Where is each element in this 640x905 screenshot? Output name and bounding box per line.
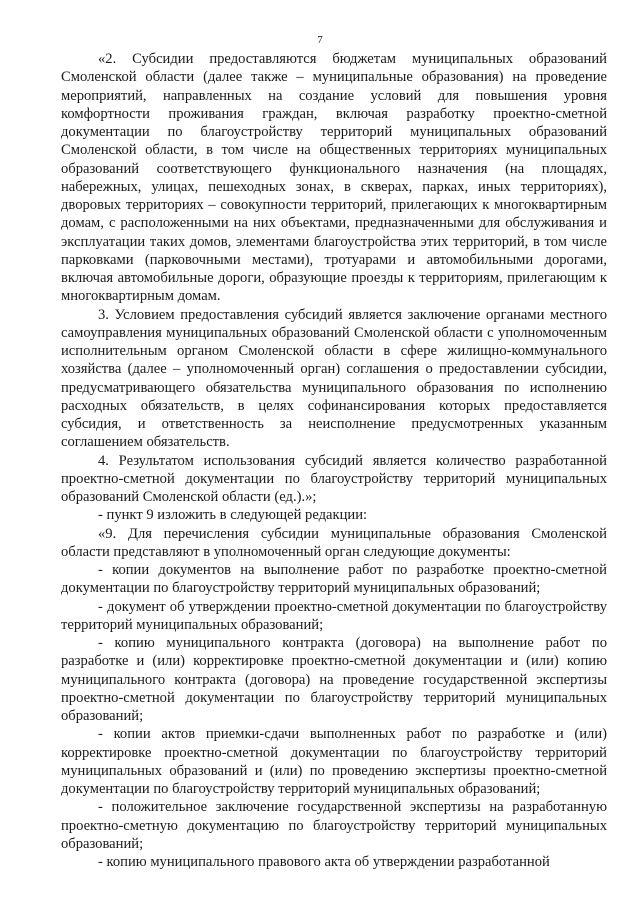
list-item-contract-copy: - копию муниципального контракта (договора) на выполнение работ по разработке и (или) корректировке проектно-сметной документации и (или) копию муниципального контракта (договора) на проведение государственной экспертизы проектно-сметной документации по благоустройству территорий муниципальных образований;	[61, 635, 607, 724]
list-item-work-documents: - копии документов на выполнение работ по разработке проектно-сметной документации по благоустройству территорий муниципальных образований;	[61, 562, 607, 597]
list-item-expert-conclusion: - положительное заключение государственной экспертизы на разработанную проектно-сметную документацию по благоустройству территорий муниципальных образований;	[61, 799, 607, 852]
document-body	[61, 50, 607, 871]
list-item-acceptance-acts: - копии актов приемки-сдачи выполненных работ по разработке и (или) корректировке проектно-сметной документации по благоустройству территорий муниципальных образований и (или) по проведению экспертизы проектно-сметной документации по благоустройству территорий муниципальных образований;	[61, 726, 607, 797]
page-number: 7	[317, 34, 323, 46]
paragraph-point-9-intro: «9. Для перечисления субсидии муниципальные образования Смоленской области представляют в уполномоченный орган следующие документы:	[61, 525, 607, 560]
list-item-legal-act: - копию муниципального правового акта об утверждении разработанной	[98, 854, 550, 870]
list-item-approval-document: - документ об утверждении проектно-сметной документации по благоустройству территорий муниципальных образований;	[61, 598, 607, 633]
paragraph-amendment-point-9: - пункт 9 изложить в следующей редакции:	[98, 507, 368, 524]
paragraph-subsidy-condition: 3. Условием предоставления субсидий является заключение органами местного самоуправления муниципальных образований Смоленской области с уполномоченным исполнительным органом Смоленской области в сфере жилищно-коммунального хозяйства (далее – уполномоченный орган) соглашения о предоставлении субсидии, предусматривающего обязательства муниципального образования по исполнению расходных обязательств, в целях софинансирования которых предоставляется субсидия, и ответственность за неисполнение предусмотренных указанным соглашением обязательств.	[61, 306, 607, 451]
paragraph-subsidy-result: 4. Результатом использования субсидий является количество разработанной проектно-сметной документации по благоустройству территорий муниципальных образований Смоленской области (ед.).»;	[61, 452, 607, 505]
paragraph-subsidies-purpose: «2. Субсидии предоставляются бюджетам муниципальных образований Смоленской области (далее также – муниципальные образования) на проведение мероприятий, направленных на создание условий для повышения уровня комфортности проживания граждан, включая разработку проектно-сметной документации по благоустройству территорий муниципальных образований Смоленской области, в том числе на общественных территориях муниципальных образований соответствующего функционального назначения (на площадях, набережных, улицах, пешеходных зонах, в скверах, парках, иных территориях), дворовых территориях – совокупности территорий, прилегающих к многоквартирным домам, с расположенными на них объектами, предназначенными для обслуживания и эксплуатации таких домов, элементами благоустройства этих территорий, в том числе парковками (парковочными местами), тротуарами и автомобильными дорогами, включая автомобильные дороги, образующие проезды к территориям, прилегающим к многоквартирным домам.	[61, 51, 607, 305]
